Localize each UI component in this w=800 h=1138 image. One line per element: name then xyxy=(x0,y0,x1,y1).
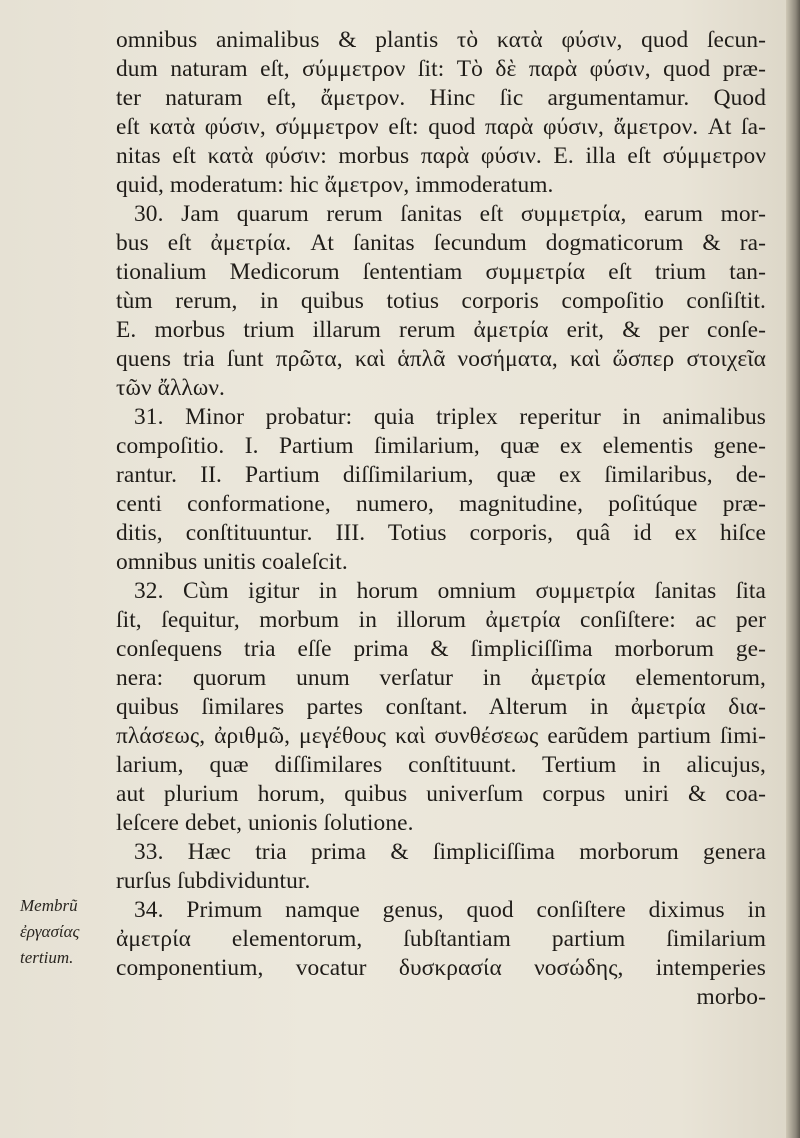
text-line: ditis, conſtituuntur. III. Totius corporis, quâ id ex hiſce xyxy=(116,520,766,546)
text-line: tùm rerum, in quibus totius corporis compoſitio conſiſtit. xyxy=(116,288,766,314)
text-line: omnibus animalibus & plantis τὸ κατὰ φύσιν, quod ſecun- xyxy=(116,27,766,53)
text-line: 30. Jam quarum rerum ſanitas eſt συμμετρία, earum mor- xyxy=(134,201,766,227)
catchword: morbo- xyxy=(696,984,766,1010)
text-line: ter naturam eſt, ἄμετρον. Hinc ſic argumentamur. Quod xyxy=(116,85,766,111)
text-line: larium, quæ diſſimilares conſtituunt. Tertium in alicujus, xyxy=(116,752,766,778)
text-line: rurſus ſubdividuntur. xyxy=(116,868,311,894)
margin-note-line: Membrũ xyxy=(20,896,78,915)
margin-note-line: tertium. xyxy=(20,948,74,967)
text-line: 34. Primum namque genus, quod conſiſtere diximus in xyxy=(134,897,766,923)
page-text-block xyxy=(116,26,766,1012)
text-line: 32. Cùm igitur in horum omnium συμμετρία ſanitas ſita xyxy=(134,578,766,604)
text-line: compoſitio. I. Partium ſimilarium, quæ ex elementis gene- xyxy=(116,433,766,459)
text-line: ἀμετρία elementorum, ſubſtantiam partium ſimilarium xyxy=(116,926,766,952)
text-line: tionalium Medicorum ſententiam συμμετρία eſt trium tan- xyxy=(116,259,766,285)
margin-note-line: ἐργασίας xyxy=(20,922,80,941)
text-line: componentium, vocatur δυσκρασία νοσώδης, intemperies xyxy=(116,955,766,981)
text-line: aut plurium horum, quibus univerſum corpus uniri & coa- xyxy=(116,781,766,807)
text-line: 33. Hæc tria prima & ſimpliciſſima morborum genera xyxy=(134,839,766,865)
text-line: centi conformatione, numero, magnitudine, poſitúque præ- xyxy=(116,491,766,517)
text-line: nitas eſt κατὰ φύσιν: morbus παρὰ φύσιν. E. illa eſt σύμμετρον xyxy=(116,143,766,169)
text-line: nera: quorum unum verſatur in ἀμετρία elementorum, xyxy=(116,665,766,691)
text-line: τῶν ἄλλων. xyxy=(116,375,225,401)
text-line: conſequens tria eſſe prima & ſimpliciſſima morborum ge- xyxy=(116,636,766,662)
text-line: quid, moderatum: hic ἄμετρον, immoderatum. xyxy=(116,172,554,198)
text-line: rantur. II. Partium diſſimilarium, quæ ex ſimilaribus, de- xyxy=(116,462,766,488)
text-line: ſit, ſequitur, morbum in illorum ἀμετρία conſiſtere: ac per xyxy=(116,607,766,633)
text-line: bus eſt ἀμετρία. At ſanitas ſecundum dogmaticorum & ra- xyxy=(116,230,766,256)
text-line: 31. Minor probatur: quia triplex reperitur in animalibus xyxy=(134,404,766,430)
text-line: E. morbus trium illarum rerum ἀμετρία erit, & per conſe- xyxy=(116,317,766,343)
text-line: eſt κατὰ φύσιν, σύμμετρον eſt: quod παρὰ φύσιν, ἄμετρον. At ſa- xyxy=(116,114,766,140)
text-line: πλάσεως, ἀριθμῶ, μεγέθους καὶ συνθέσεως earũdem partium ſimi- xyxy=(116,723,766,749)
text-line: dum naturam eſt, σύμμετρον ſit: Τὸ δὲ παρὰ φύσιν, quod præ- xyxy=(116,56,766,82)
text-line: omnibus unitis coaleſcit. xyxy=(116,549,348,575)
text-line: leſcere debet, unionis ſolutione. xyxy=(116,810,414,836)
book-spine-shadow xyxy=(786,0,800,1138)
text-line: quibus ſimilares partes conſtant. Alterum in ἀμετρία δια- xyxy=(116,694,766,720)
margin-note xyxy=(20,893,110,971)
text-line: quens tria ſunt πρῶτα, καὶ ἁπλᾶ νοσήματα, καὶ ὥσπερ στοιχεῖα xyxy=(116,346,766,372)
